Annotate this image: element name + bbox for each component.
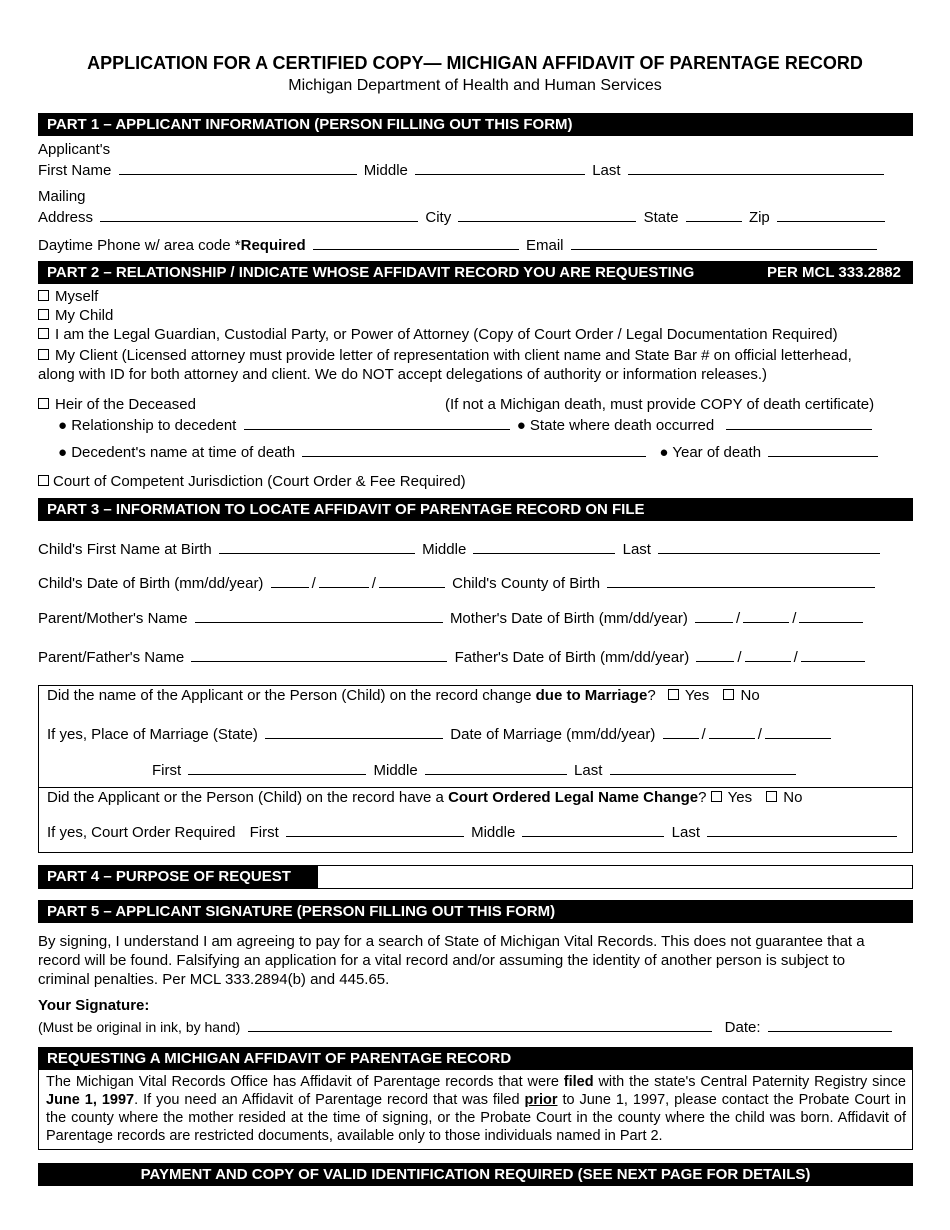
option-court[interactable]: Court of Competent Jurisdiction (Court Order & Fee Required) [38, 473, 466, 490]
child-dob-month[interactable] [271, 573, 309, 588]
applicant-address-row: Address City State Zip [38, 207, 888, 226]
father-dob-year[interactable] [801, 647, 865, 662]
child-county-field[interactable] [607, 573, 875, 588]
guardian-checkbox[interactable] [38, 328, 49, 339]
applicant-name-row: First Name Middle Last [38, 160, 887, 179]
zip-field[interactable] [777, 207, 885, 222]
mother-name-field[interactable] [195, 608, 443, 623]
father-dob-day[interactable] [745, 647, 791, 662]
client-note: along with ID for both attorney and client. We do NOT accept delegations of authority or information releases.) [38, 366, 768, 383]
relationship-row: ● Relationship to decedent ● State where death occurred [58, 415, 875, 434]
signature-field[interactable] [248, 1017, 712, 1032]
child-middle-name-field[interactable] [473, 539, 615, 554]
decedent-name-field[interactable] [302, 442, 646, 457]
city-field[interactable] [458, 207, 636, 222]
your-signature-label: Your Signature: [38, 997, 150, 1014]
mother-dob-year[interactable] [799, 608, 863, 623]
requesting-heading: REQUESTING A MICHIGAN AFFIDAVIT OF PARENTAGE RECORD [38, 1047, 913, 1070]
option-myself[interactable]: Myself [38, 288, 98, 305]
part1-heading: PART 1 – APPLICANT INFORMATION (PERSON FILLING OUT THIS FORM) [38, 113, 913, 136]
relationship-field[interactable] [244, 415, 510, 430]
court-first-name-field[interactable] [286, 822, 464, 837]
married-middle-name-field[interactable] [425, 760, 567, 775]
email-field[interactable] [571, 235, 877, 250]
marriage-place-row: If yes, Place of Marriage (State) Date of Marriage (mm/dd/year) / / [47, 724, 834, 743]
marriage-yes-checkbox[interactable] [668, 689, 679, 700]
state-field[interactable] [686, 207, 742, 222]
marriage-no-checkbox[interactable] [723, 689, 734, 700]
myself-checkbox[interactable] [38, 290, 49, 301]
court-yes-checkbox[interactable] [711, 791, 722, 802]
option-guardian[interactable]: I am the Legal Guardian, Custodial Party, or Power of Attorney (Copy of Court Order / Legal Documentation Required) [38, 326, 838, 343]
father-row: Parent/Father's Name Father's Date of Birth (mm/dd/year) / / [38, 647, 868, 666]
my-child-checkbox[interactable] [38, 309, 49, 320]
part2-heading: PART 2 – RELATIONSHIP / INDICATE WHOSE AFFIDAVIT RECORD YOU ARE REQUESTING PER MCL 333.2882 [38, 261, 913, 284]
heir-checkbox[interactable] [38, 398, 49, 409]
requesting-text: The Michigan Vital Records Office has Affidavit of Parentage records that were filed with the state's Central Paternity Registry since June 1, 1997. If you need an Affidavit of Parentage record that was filed prior to June 1, 1997, please contact the Probate Court in the county where the mother resided at the time of signing, or the Probate Court in the county where the child was born. Affidavit of Parentage records are restricted documents, available only to those individuals named in Part 2. [46, 1074, 907, 1144]
part5-heading: PART 5 – APPLICANT SIGNATURE (PERSON FILLING OUT THIS FORM) [38, 900, 913, 923]
married-first-name-field[interactable] [188, 760, 366, 775]
father-dob-month[interactable] [696, 647, 734, 662]
phone-field[interactable] [313, 235, 519, 250]
father-name-field[interactable] [191, 647, 447, 662]
mcl-reference: PER MCL 333.2882 [767, 264, 901, 281]
decedent-row: ● Decedent's name at time of death ● Year of death [58, 442, 881, 461]
court-last-name-field[interactable] [707, 822, 897, 837]
court-name-question: Did the Applicant or the Person (Child) on the record have a Court Ordered Legal Name Change? Yes No [47, 789, 803, 806]
marriage-date-day[interactable] [709, 724, 755, 739]
form-title: APPLICATION FOR A CERTIFIED COPY— MICHIGAN AFFIDAVIT OF PARENTAGE RECORD [87, 53, 863, 73]
marriage-question: Did the name of the Applicant or the Person (Child) on the record change due to Marriage? Yes No [47, 687, 760, 704]
applicant-last-name-field[interactable] [628, 160, 884, 175]
child-dob-day[interactable] [319, 573, 369, 588]
marriage-place-field[interactable] [265, 724, 443, 739]
court-name-row: If yes, Court Order Required First Middle Last [47, 822, 900, 841]
marriage-date-month[interactable] [663, 724, 699, 739]
applicant-middle-name-field[interactable] [415, 160, 585, 175]
court-checkbox[interactable] [38, 475, 49, 486]
court-middle-name-field[interactable] [522, 822, 664, 837]
year-death-field[interactable] [768, 442, 878, 457]
child-name-row: Child's First Name at Birth Middle Last [38, 539, 883, 558]
signature-statement: By signing, I understand I am agreeing to pay for a search of State of Michigan Vital Records. This does not guarantee that a record will be found. Falsifying an application for a vital record and/or assuming the identity of another person is subject to criminal penalties. Per MCL 333.2894(b) and 445.65. [38, 933, 865, 988]
child-last-name-field[interactable] [658, 539, 880, 554]
signature-date-field[interactable] [768, 1017, 892, 1032]
court-no-checkbox[interactable] [766, 791, 777, 802]
name-change-divider [38, 787, 913, 788]
my-client-checkbox[interactable] [38, 349, 49, 360]
marriage-date-year[interactable] [765, 724, 831, 739]
applicants-label: Applicant's [38, 141, 111, 158]
mother-dob-day[interactable] [743, 608, 789, 623]
option-heir[interactable]: Heir of the Deceased [38, 396, 196, 413]
applicant-first-name-field[interactable] [119, 160, 357, 175]
heir-note: (If not a Michigan death, must provide COPY of death certificate) [445, 396, 875, 413]
married-last-name-field[interactable] [610, 760, 796, 775]
signature-row: (Must be original in ink, by hand) Date: [38, 1017, 895, 1036]
mother-dob-month[interactable] [695, 608, 733, 623]
state-death-field[interactable] [726, 415, 872, 430]
child-first-name-field[interactable] [219, 539, 415, 554]
mother-row: Parent/Mother's Name Mother's Date of Birth (mm/dd/year) / / [38, 608, 866, 627]
form-subtitle: Michigan Department of Health and Human Services [288, 77, 662, 94]
applicant-contact-row: Daytime Phone w/ area code *Required Email [38, 235, 880, 254]
child-dob-year[interactable] [379, 573, 445, 588]
option-my-child[interactable]: My Child [38, 307, 113, 324]
payment-notice: PAYMENT AND COPY OF VALID IDENTIFICATION REQUIRED (SEE NEXT PAGE FOR DETAILS) [38, 1163, 913, 1186]
part3-heading: PART 3 – INFORMATION TO LOCATE AFFIDAVIT OF PARENTAGE RECORD ON FILE [38, 498, 913, 521]
part4-heading: PART 4 – PURPOSE OF REQUEST [38, 865, 318, 888]
mailing-label: Mailing [38, 188, 86, 205]
address-field[interactable] [100, 207, 418, 222]
child-dob-row: Child's Date of Birth (mm/dd/year) / / Child's County of Birth [38, 573, 878, 592]
married-name-row: First Middle Last [152, 760, 799, 779]
option-my-client[interactable]: My Client (Licensed attorney must provide letter of representation with client name and State Bar # on official letterhead, [38, 347, 852, 364]
